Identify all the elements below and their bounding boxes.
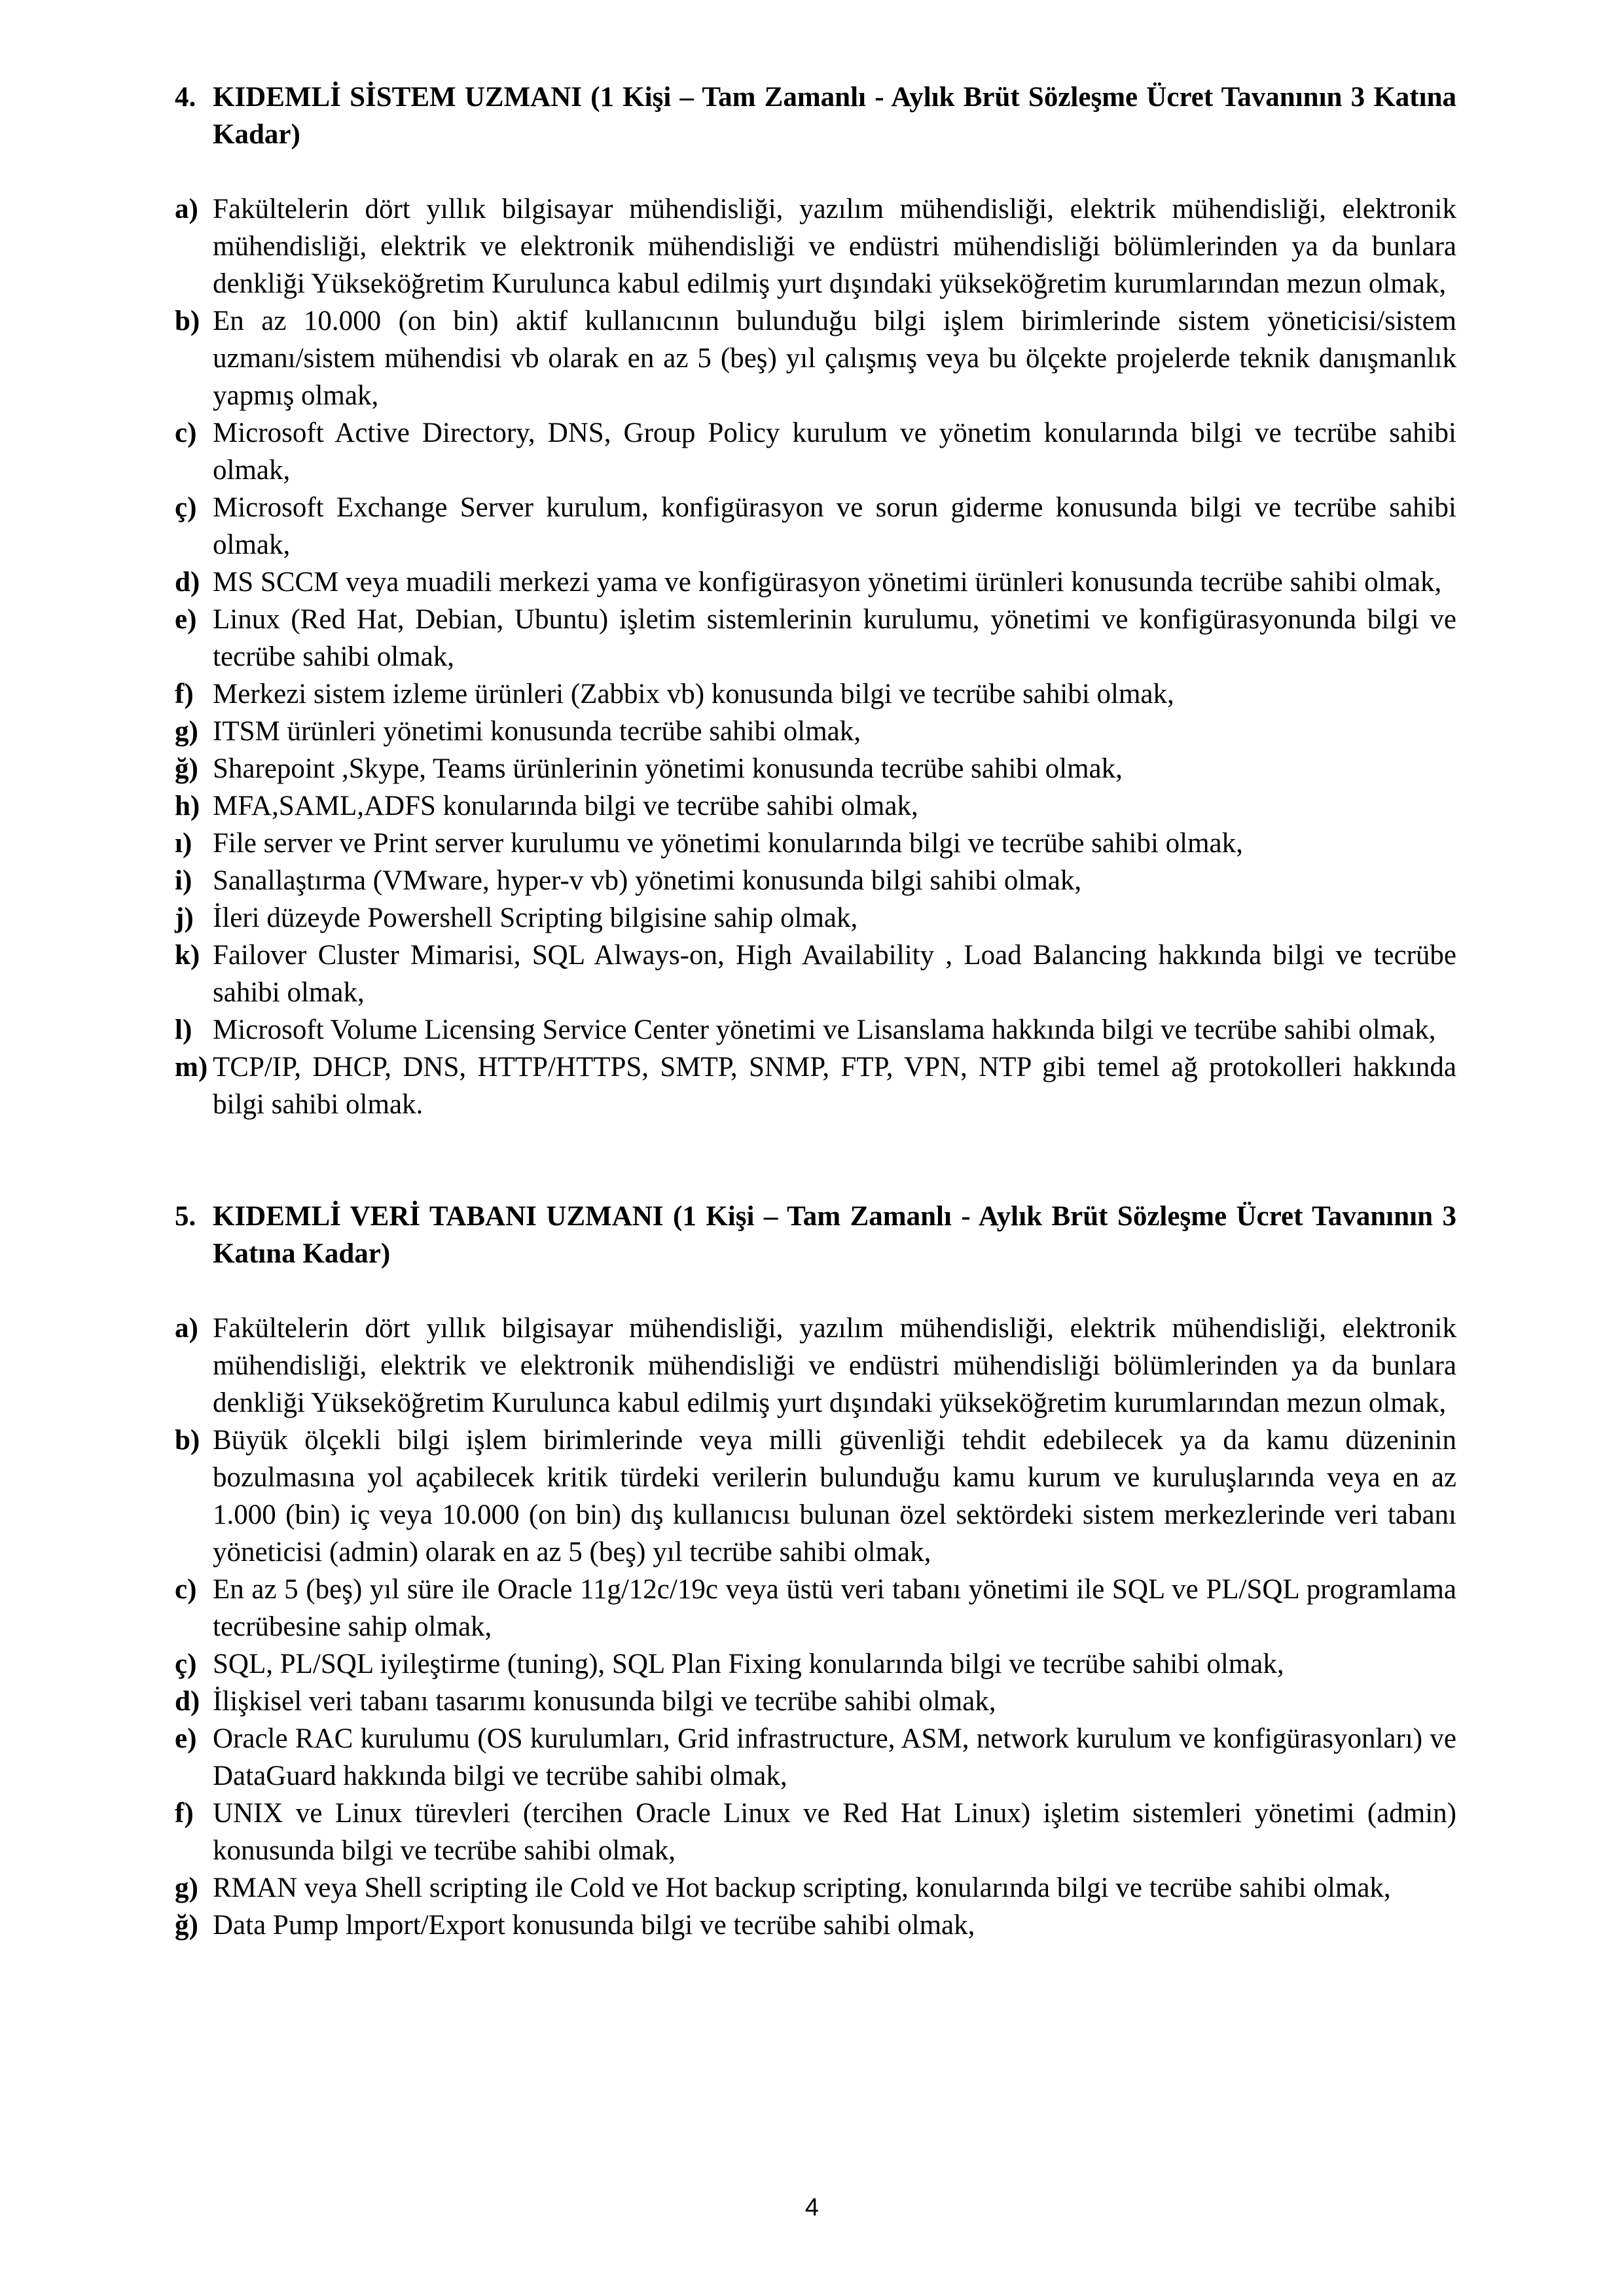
item-label: a) [175,1313,198,1344]
section-senior-database-specialist [175,1198,1456,1944]
list-item [175,1011,1456,1049]
section-spacer [175,1123,1456,1198]
item-text: İlişkisel veri tabanı tasarımı konusunda bilgi ve tecrübe sahibi olmak, [213,1686,996,1717]
item-text: UNIX ve Linux türevleri (tercihen Oracle Linux ve Red Hat Linux) işletim sistemleri yönetimi (admin) konusunda bilgi ve tecrübe sahibi olmak, [213,1798,1456,1866]
item-text: Oracle RAC kurulumu (OS kurulumları, Grid infrastructure, ASM, network kurulum ve konfigürasyonları) ve DataGuard hakkında bilgi ve tecrübe sahibi olmak, [213,1723,1456,1791]
item-text: MS SCCM veya muadili merkezi yama ve konfigürasyon yönetimi ürünleri konusunda tecrübe sahibi olmak, [213,567,1442,598]
item-label: i) [175,865,192,896]
item-label: g) [175,1873,198,1903]
item-label: k) [175,940,200,971]
item-text: SQL, PL/SQL iyileştirme (tuning), SQL Plan Fixing konularında bilgi ve tecrübe sahibi olmak, [213,1649,1284,1679]
list-item [175,713,1456,750]
item-text: Microsoft Volume Licensing Service Center yönetimi ve Lisanslama hakkında bilgi ve tecrübe sahibi olmak, [213,1014,1436,1045]
list-item [175,899,1456,937]
item-label: ç) [175,492,197,523]
list-item [175,1571,1456,1645]
list-item [175,190,1456,302]
item-label: e) [175,604,197,635]
list-item [175,302,1456,414]
requirements-list [175,1310,1456,1944]
section-title: KIDEMLİ SİSTEM UZMANI (1 Kişi – Tam Zamanlı - Aylık Brüt Sözleşme Ücret Tavanının 3 Katına Kadar) [213,82,1456,150]
list-item [175,1720,1456,1795]
item-label: c) [175,418,197,448]
list-item [175,1310,1456,1422]
list-item [175,1869,1456,1907]
item-text: MFA,SAML,ADFS konularında bilgi ve tecrübe sahibi olmak, [213,791,918,821]
item-label: m) [175,1052,208,1083]
section-heading [175,1198,1456,1272]
item-label: d) [175,1686,200,1717]
list-item [175,489,1456,564]
list-item [175,937,1456,1011]
list-item [175,675,1456,713]
item-label: h) [175,791,200,821]
item-label: a) [175,194,198,224]
list-item [175,414,1456,489]
item-text: TCP/IP, DHCP, DNS, HTTP/HTTPS, SMTP, SNMP, FTP, VPN, NTP gibi temel ağ protokolleri hakkında bilgi sahibi olmak. [213,1052,1456,1120]
section-number: 4. [175,82,196,113]
item-text: Linux (Red Hat, Debian, Ubuntu) işletim sistemlerinin kurulumu, yönetimi ve konfigürasyonunda bilgi ve tecrübe sahibi olmak, [213,604,1456,672]
list-item [175,750,1456,787]
item-text: File server ve Print server kurulumu ve yönetimi konularında bilgi ve tecrübe sahibi olmak, [213,828,1243,859]
item-label: ç) [175,1649,197,1679]
item-label: b) [175,1425,200,1456]
list-item [175,1907,1456,1944]
item-text: En az 10.000 (on bin) aktif kullanıcının bulunduğu bilgi işlem birimlerinde sistem yöneticisi/sistem uzmanı/sistem mühendisi vb olarak en az 5 (beş) yıl çalışmış veya bu ölçekte projelerde teknik danışmanlık yapmış olmak, [213,306,1456,411]
list-item [175,1683,1456,1720]
item-text: Fakültelerin dört yıllık bilgisayar mühendisliği, yazılım mühendisliği, elektrik mühendisliği, elektronik mühendisliği, elektrik ve elektronik mühendisliği ve endüstri mühendisliği bölümlerinden ya da bunlara denkliği Yükseköğretim Kurulunca kabul edilmiş yurt dışındaki yükseköğretim kurumlarından mezun olmak, [213,1313,1456,1418]
item-text: Sanallaştırma (VMware, hyper-v vb) yönetimi konusunda bilgi sahibi olmak, [213,865,1082,896]
list-item [175,1049,1456,1123]
page-number: 4 [804,2194,820,2221]
requirements-list [175,190,1456,1123]
item-text: RMAN veya Shell scripting ile Cold ve Hot backup scripting, konularında bilgi ve tecrübe sahibi olmak, [213,1873,1391,1903]
list-item [175,825,1456,862]
section-senior-system-specialist [175,79,1456,1123]
list-item [175,601,1456,675]
item-text: Microsoft Exchange Server kurulum, konfigürasyon ve sorun giderme konusunda bilgi ve tecrübe sahibi olmak, [213,492,1456,560]
list-item [175,787,1456,825]
item-text: Microsoft Active Directory, DNS, Group Policy kurulum ve yönetim konularında bilgi ve tecrübe sahibi olmak, [213,418,1456,486]
list-item [175,1422,1456,1571]
list-item [175,1795,1456,1869]
section-number: 5. [175,1201,196,1232]
document-page [175,79,1456,1944]
item-label: c) [175,1574,197,1605]
item-label: ğ) [175,753,198,784]
item-label: ğ) [175,1910,198,1941]
item-text: ITSM ürünleri yönetimi konusunda tecrübe sahibi olmak, [213,716,861,747]
item-label: b) [175,306,200,336]
item-label: d) [175,567,200,598]
item-label: g) [175,716,198,747]
item-label: f) [175,679,194,709]
section-title: KIDEMLİ VERİ TABANI UZMANI (1 Kişi – Tam Zamanlı - Aylık Brüt Sözleşme Ücret Tavanının 3 Katına Kadar) [213,1201,1456,1269]
item-text: Sharepoint ,Skype, Teams ürünlerinin yönetimi konusunda tecrübe sahibi olmak, [213,753,1123,784]
item-text: Fakültelerin dört yıllık bilgisayar mühendisliği, yazılım mühendisliği, elektrik mühendisliği, elektronik mühendisliği, elektrik ve elektronik mühendisliği ve endüstri mühendisliği bölümlerinden ya da bunlara denkliği Yükseköğretim Kurulunca kabul edilmiş yurt dışındaki yükseköğretim kurumlarından mezun olmak, [213,194,1456,299]
item-text: Büyük ölçekli bilgi işlem birimlerinde veya milli güvenliği tehdit edebilecek ya da kamu düzeninin bozulmasına yol açabilecek kritik türdeki verilerin bulunduğu kamu kurum ve kuruluşlarında veya en az 1.000 (bin) iç veya 10.000 (on bin) dış kullanıcısı bulunan özel sektördeki sistem merkezlerinde veri tabanı yöneticisi (admin) olarak en az 5 (beş) yıl tecrübe sahibi olmak, [213,1425,1456,1568]
item-text: Data Pump lmport/Export konusunda bilgi ve tecrübe sahibi olmak, [213,1910,975,1941]
item-text: Failover Cluster Mimarisi, SQL Always-on, High Availability , Load Balancing hakkında bilgi ve tecrübe sahibi olmak, [213,940,1456,1008]
item-text: Merkezi sistem izleme ürünleri (Zabbix vb) konusunda bilgi ve tecrübe sahibi olmak, [213,679,1174,709]
list-item [175,862,1456,899]
section-heading [175,79,1456,153]
item-text: İleri düzeyde Powershell Scripting bilgisine sahip olmak, [213,903,858,933]
item-label: f) [175,1798,194,1829]
item-text: En az 5 (beş) yıl süre ile Oracle 11g/12c/19c veya üstü veri tabanı yönetimi ile SQL ve PL/SQL programlama tecrübesine sahip olmak, [213,1574,1456,1642]
list-item [175,564,1456,601]
item-label: l) [175,1014,192,1045]
list-item [175,1645,1456,1683]
item-label: j) [175,903,194,933]
item-label: e) [175,1723,197,1754]
item-label: ı) [175,828,192,859]
